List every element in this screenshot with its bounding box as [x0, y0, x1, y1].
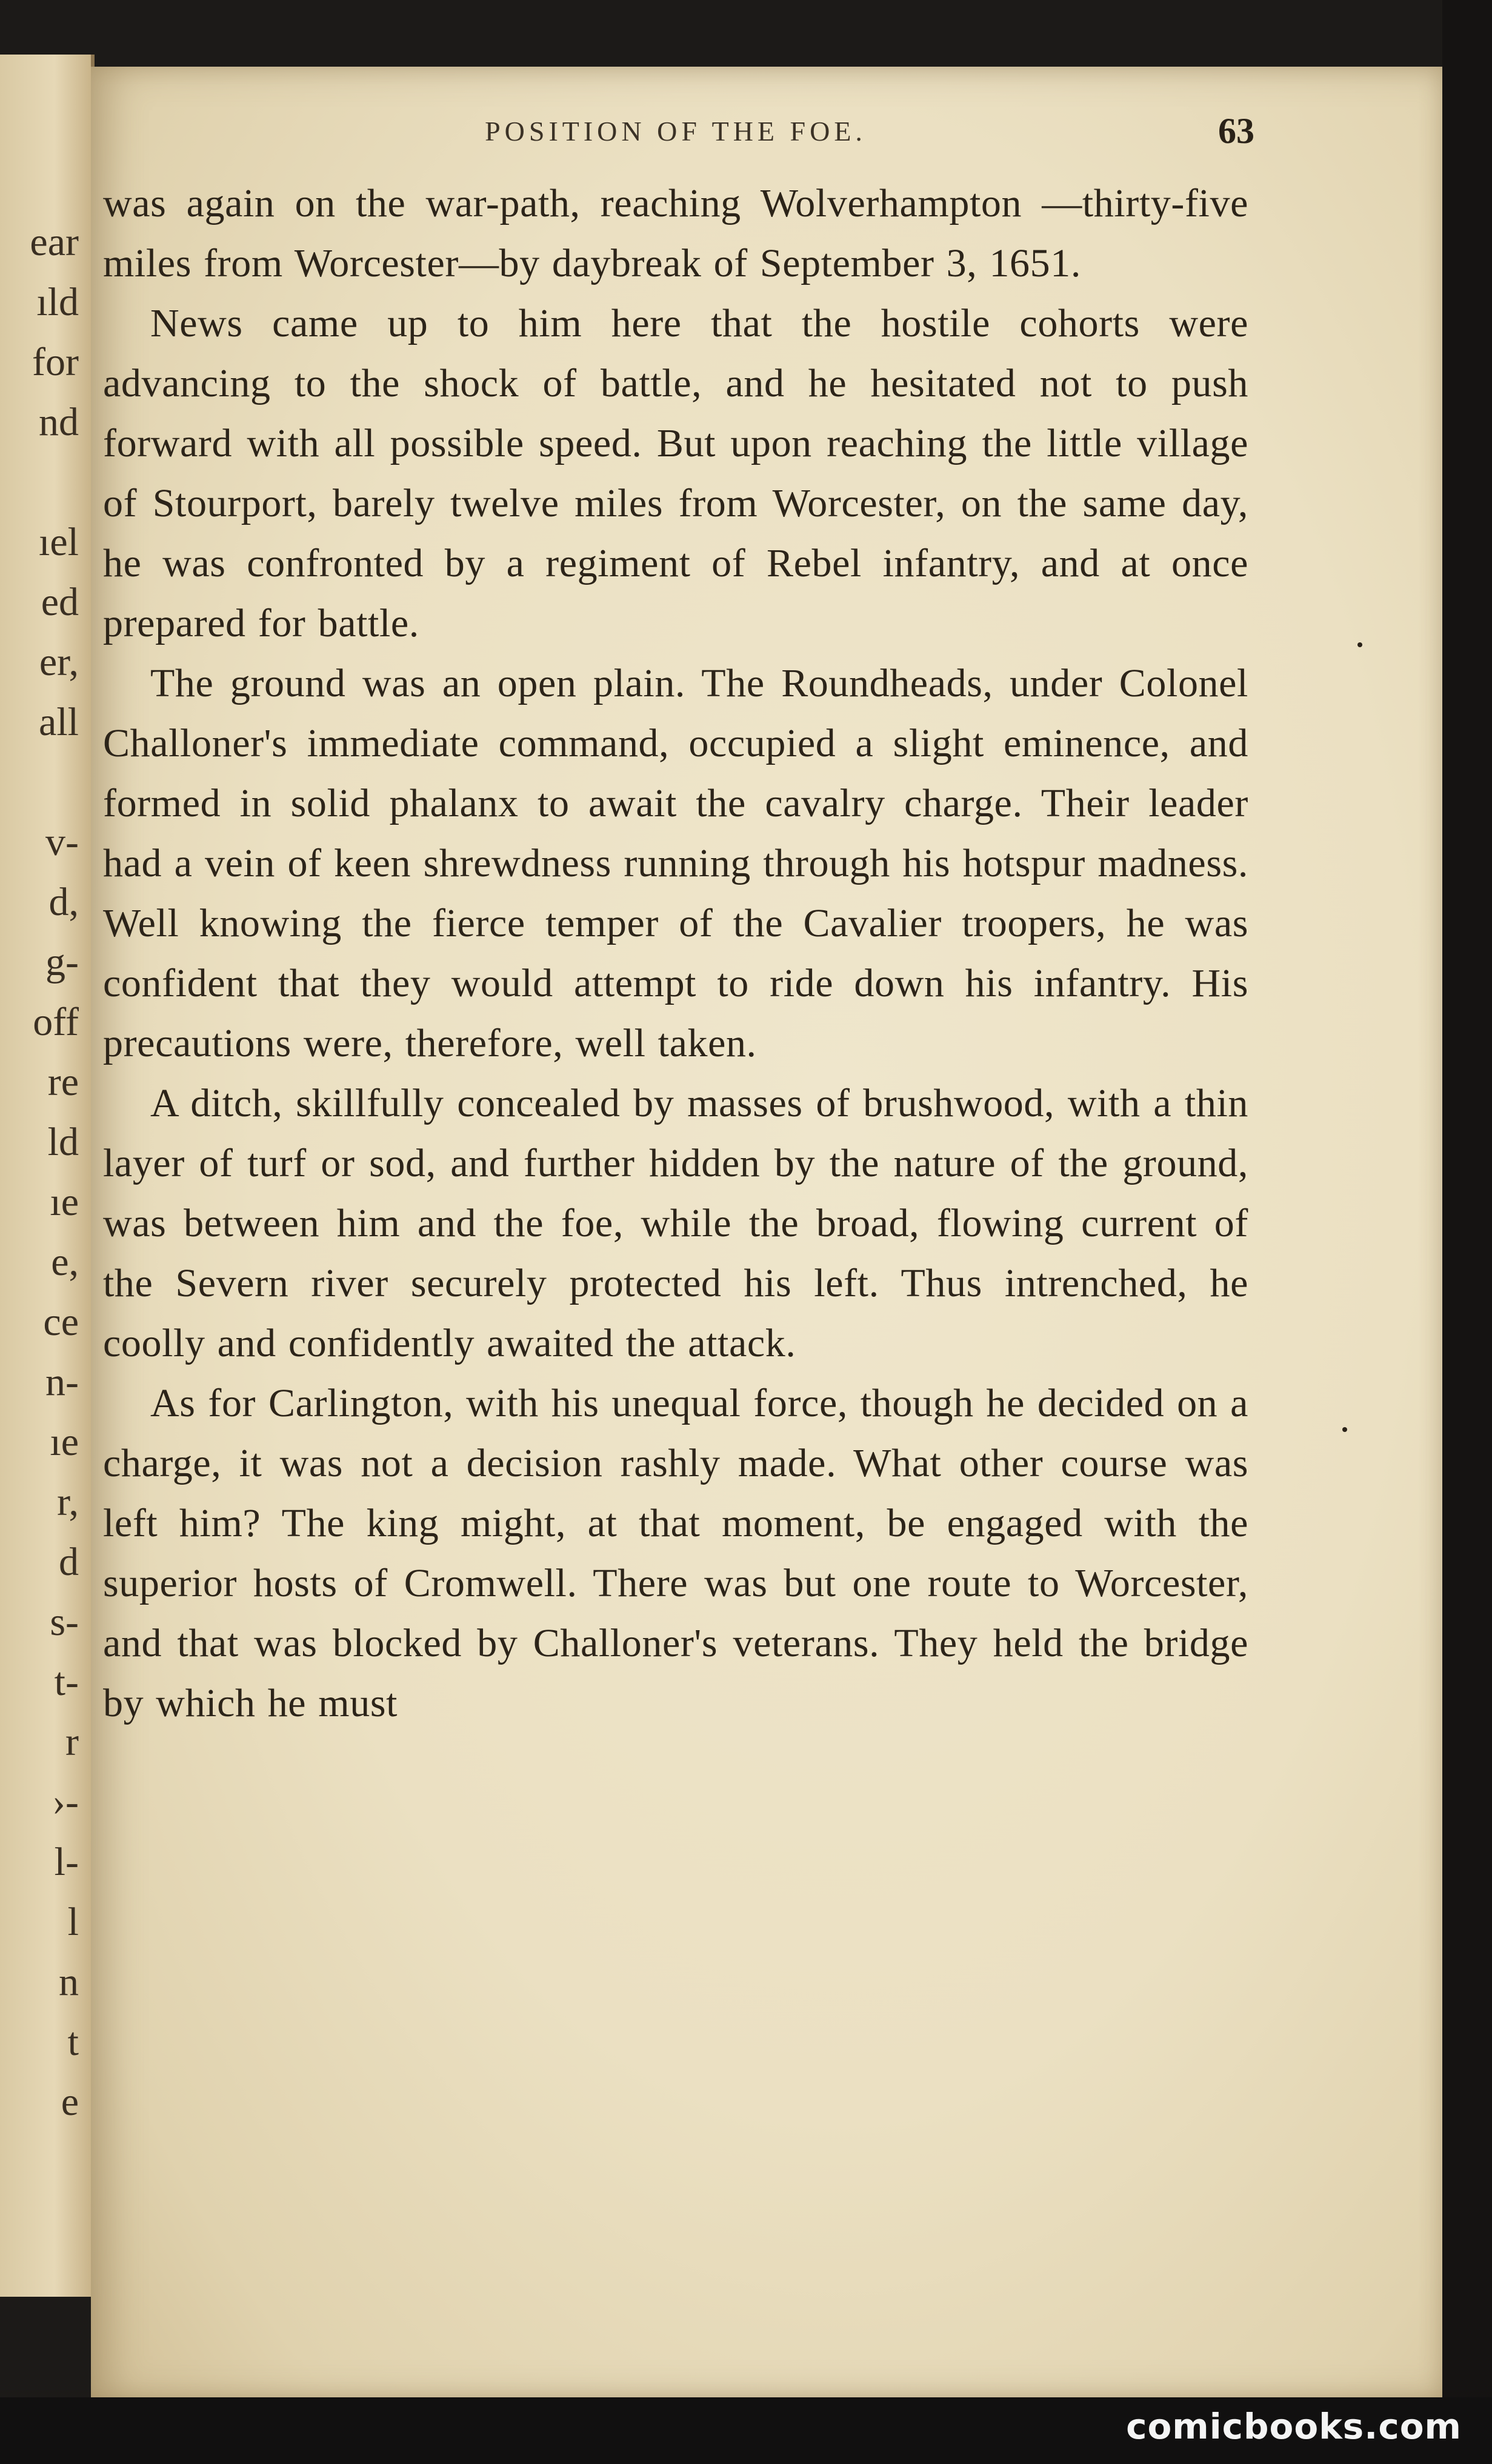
running-head — [103, 111, 1254, 170]
facing-fragment: d — [59, 1540, 79, 1584]
book-page — [91, 67, 1442, 2400]
facing-fragment: t — [67, 2020, 79, 2064]
facing-fragment: ear — [30, 220, 79, 264]
body-text — [103, 173, 1248, 1733]
facing-fragment: l- — [54, 1840, 79, 1884]
facing-fragment: ıe — [50, 1180, 79, 1224]
facing-fragment: v- — [45, 820, 79, 864]
facing-fragment: d, — [48, 880, 79, 924]
margin-speck — [1357, 642, 1362, 647]
margin-speck — [1342, 1427, 1347, 1432]
facing-fragment: ıel — [39, 520, 79, 564]
facing-fragment: e, — [51, 1240, 79, 1284]
facing-fragment: t- — [54, 1660, 79, 1704]
facing-page-fragments — [0, 212, 85, 2132]
facing-fragment — [0, 452, 85, 512]
paragraph: As for Carlington, with his unequal force, though he decided on a charge, it was not a decision rashly made. What other course was left him? The king might, at that moment, be engaged with the superior hosts of Cromwell. There was but one route to Worcester, and that was blocked by Challoner's veterans. They held the bridge by which he must — [103, 1381, 1248, 1725]
facing-fragment: ce — [43, 1300, 79, 1344]
running-title: POSITION OF THE FOE. — [485, 116, 867, 147]
facing-fragment: ed — [41, 580, 79, 624]
facing-fragment: ıe — [50, 1420, 79, 1464]
facing-fragment: all — [39, 700, 79, 744]
paragraph: A ditch, skillfully concealed by masses of brushwood, with a thin layer of turf or sod, and further hidden by the nature of the ground, was between him and the foe, while the broad, flowing current of the Severn river securely protected his left. Thus intrenched, he coolly and confidently awaited the attack. — [103, 1081, 1248, 1365]
facing-fragment: r — [65, 1720, 79, 1764]
facing-fragment: s- — [50, 1600, 79, 1644]
paragraph: The ground was an open plain. The Roundheads, under Colonel Challoner's immediate command, occupied a slight eminence, and formed in solid phalanx to await the cavalry charge. Their leader had a vein of keen shrewdness running through his hotspur madness. Well knowing the fierce temper of the Cavalier troopers, he was confident that they would attempt to ride down his infantry. His precautions were, therefore, well taken. — [103, 661, 1248, 1065]
facing-fragment: for — [32, 340, 79, 384]
page-content — [103, 111, 1254, 1733]
watermark-logo: comicbooks.com — [1126, 2406, 1462, 2447]
paragraph: was again on the war-path, reaching Wolverhampton —thirty-five miles from Worcester—by daybreak of September 3, 1651. — [103, 181, 1248, 285]
facing-fragment: ıld — [36, 280, 79, 324]
facing-fragment: e — [61, 2080, 79, 2124]
paragraph: News came up to him here that the hostile cohorts were advancing to the shock of battle, and he hesitated not to push forward with all possible speed. But upon reaching the little village of Stourport, barely twelve miles from Worcester, on the same day, he was confronted by a regiment of Rebel infantry, and at once prepared for battle. — [103, 301, 1248, 645]
facing-fragment: n — [59, 1960, 79, 2004]
facing-fragment: r, — [57, 1480, 79, 1524]
facing-fragment — [0, 752, 85, 812]
page-number: 63 — [1218, 111, 1254, 151]
facing-fragment: er, — [39, 640, 79, 684]
facing-fragment: off — [33, 1000, 79, 1044]
facing-fragment: ›- — [52, 1780, 79, 1824]
facing-page-edge — [0, 55, 95, 2297]
facing-fragment: ld — [47, 1120, 79, 1164]
facing-fragment: g- — [45, 940, 79, 984]
facing-fragment: l — [67, 1900, 79, 1944]
bottom-band — [0, 2397, 1492, 2464]
facing-fragment: re — [47, 1060, 79, 1104]
right-background-edge — [1442, 0, 1492, 2464]
facing-fragment: n- — [45, 1360, 79, 1404]
facing-fragment: nd — [39, 400, 79, 444]
